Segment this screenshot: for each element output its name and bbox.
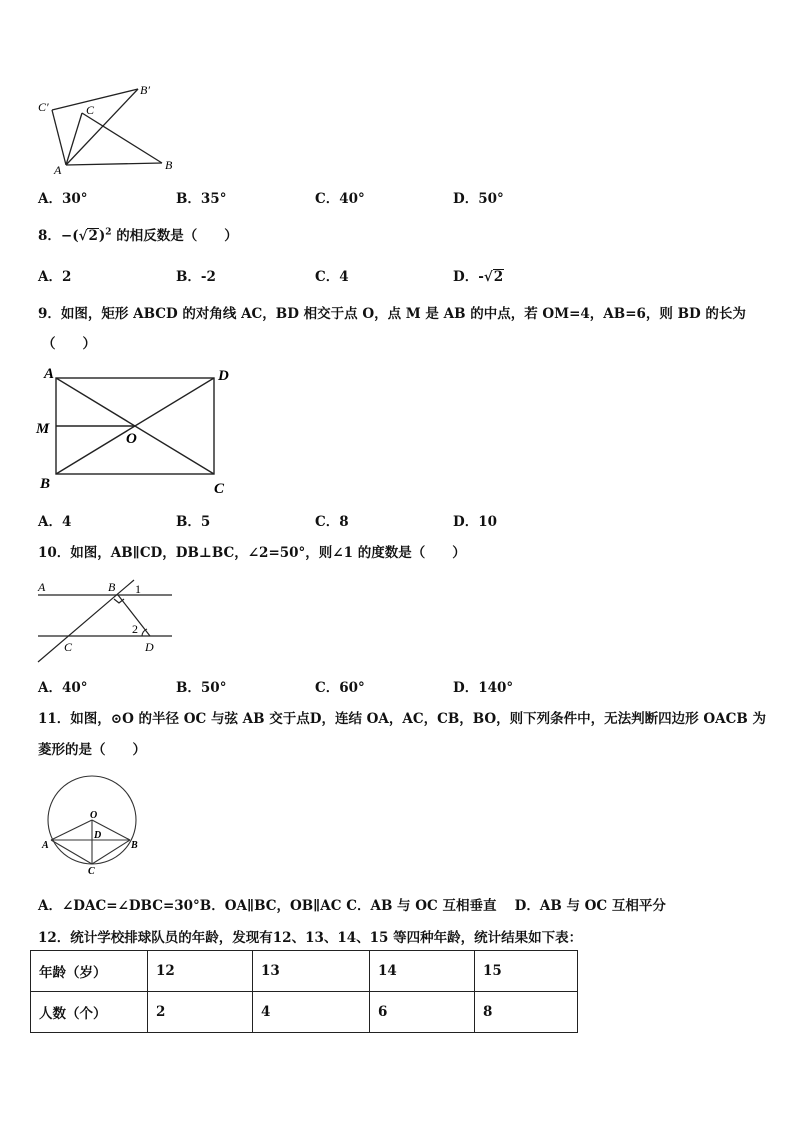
q7-line-cb: [82, 113, 162, 163]
q10-label-a: A: [38, 580, 46, 594]
q11-stem-line1: 11．如图，⊙O 的半径 OC 与弦 AB 交于点D，连结 OA，AC，CB，BO，则下列条件中，无法判断四边形 OACB 为: [38, 711, 766, 727]
q11-figure: [34, 770, 154, 880]
q7-figure: [34, 80, 184, 180]
q8-option-b: B．-2: [176, 269, 216, 285]
q8-option-c: C．4: [315, 269, 349, 285]
q9-figure: [34, 360, 244, 500]
q7-line-c1a: [52, 110, 66, 165]
q8-option-d-prefix: D．-: [453, 269, 484, 285]
q10-label-2: 2: [132, 622, 138, 636]
table-cell: 14: [370, 951, 475, 992]
q9-option-b: B．5: [176, 514, 211, 530]
q10-label-1: 1: [135, 582, 141, 596]
q12-age-table: [30, 950, 578, 1033]
q8-radicand: 2: [88, 228, 98, 244]
q9-option-a: A．4: [38, 514, 72, 530]
q9-label-m: M: [36, 421, 50, 437]
q7-label-b: B: [165, 158, 173, 172]
q10-angle2-arc: [142, 629, 147, 636]
q7-label-b1: B′: [140, 83, 150, 97]
table-cell: 2: [148, 992, 253, 1033]
q11-segment-ac: [51, 840, 92, 864]
q8-exponent: 2: [105, 227, 112, 238]
table-cell: 13: [253, 951, 370, 992]
q9-label-a: A: [44, 366, 55, 382]
q10-line-bc: [38, 580, 134, 662]
q8-option-d-sqrt: √: [483, 269, 493, 285]
q7-label-a: A: [54, 163, 62, 177]
q11-label-d: D: [94, 830, 102, 841]
q7-option-d: D．50°: [453, 191, 504, 207]
q10-option-a: A．40°: [38, 680, 88, 696]
q7-option-c: C．40°: [315, 191, 365, 207]
q10-stem: 10．如图，AB∥CD，DB⊥BC，∠2=50°，则∠1 的度数是（ ）: [38, 545, 466, 561]
q9-stem-line1: 9．如图，矩形 ABCD 的对角线 AC，BD 相交于点 O，点 M 是 AB 的中点，若 OM=4，AB=6，则 BD 的长为: [38, 306, 746, 322]
q7-line-c1b1: [52, 89, 138, 110]
q10-label-b: B: [108, 580, 116, 594]
q11-label-o: O: [90, 810, 98, 821]
q7-option-b: B．35°: [176, 191, 227, 207]
q7-label-c: C: [86, 103, 95, 117]
q10-option-b: B．50°: [176, 680, 227, 696]
table-row: [31, 951, 578, 992]
q7-label-c1: C′: [38, 100, 49, 114]
q9-option-c: C．8: [315, 514, 349, 530]
q8-option-a: A．2: [38, 269, 72, 285]
q10-option-c: C．60°: [315, 680, 365, 696]
q12-stem: 12．统计学校排球队员的年龄，发现有12、13、14、15 等四种年龄，统计结果如下表：: [38, 930, 583, 946]
q11-options: A．∠DAC=∠DBC=30°B．OA∥BC，OB∥AC C．AB 与 OC 互相垂直 D．AB 与 OC 互相平分: [38, 898, 666, 914]
q9-label-d: D: [218, 368, 229, 384]
table-cell: 6: [370, 992, 475, 1033]
q9-label-b: B: [40, 476, 51, 492]
q9-label-o: O: [126, 431, 137, 447]
table-cell: 15: [475, 951, 578, 992]
q7-line-ab: [66, 163, 162, 165]
q8-stem-prefix: 8．−(: [38, 228, 79, 244]
q7-line-ab1: [66, 89, 138, 165]
table-cell: 年龄（岁）: [31, 951, 148, 992]
q9-label-c: C: [214, 481, 225, 497]
q11-label-a: A: [42, 840, 49, 851]
table-cell: 12: [148, 951, 253, 992]
q9-option-d: D．10: [453, 514, 497, 530]
q10-label-c: C: [64, 640, 73, 654]
q8-close-paren: ): [98, 228, 106, 244]
q10-figure: [34, 570, 184, 670]
q11-label-c: C: [88, 866, 95, 877]
table-cell: 4: [253, 992, 370, 1033]
q8-stem-suffix: 的相反数是（ ）: [111, 228, 238, 244]
table-cell: 人数（个）: [31, 992, 148, 1033]
table-row: [31, 992, 578, 1033]
q11-stem-line2: 菱形的是（ ）: [38, 742, 146, 758]
q8-stem: [38, 224, 238, 244]
q11-segment-oa: [51, 820, 92, 840]
q7-option-a: A．30°: [38, 191, 88, 207]
q9-stem-line2: （ ）: [42, 336, 96, 352]
table-cell: 8: [475, 992, 578, 1033]
q8-option-d-radicand: 2: [493, 269, 504, 285]
q11-label-b: B: [131, 840, 138, 851]
q10-option-d: D．140°: [453, 680, 514, 696]
q11-segment-bc: [92, 840, 130, 864]
q8-option-d: [453, 265, 504, 285]
q8-sqrt-sign: √: [78, 228, 88, 244]
q10-label-d: D: [145, 640, 154, 654]
